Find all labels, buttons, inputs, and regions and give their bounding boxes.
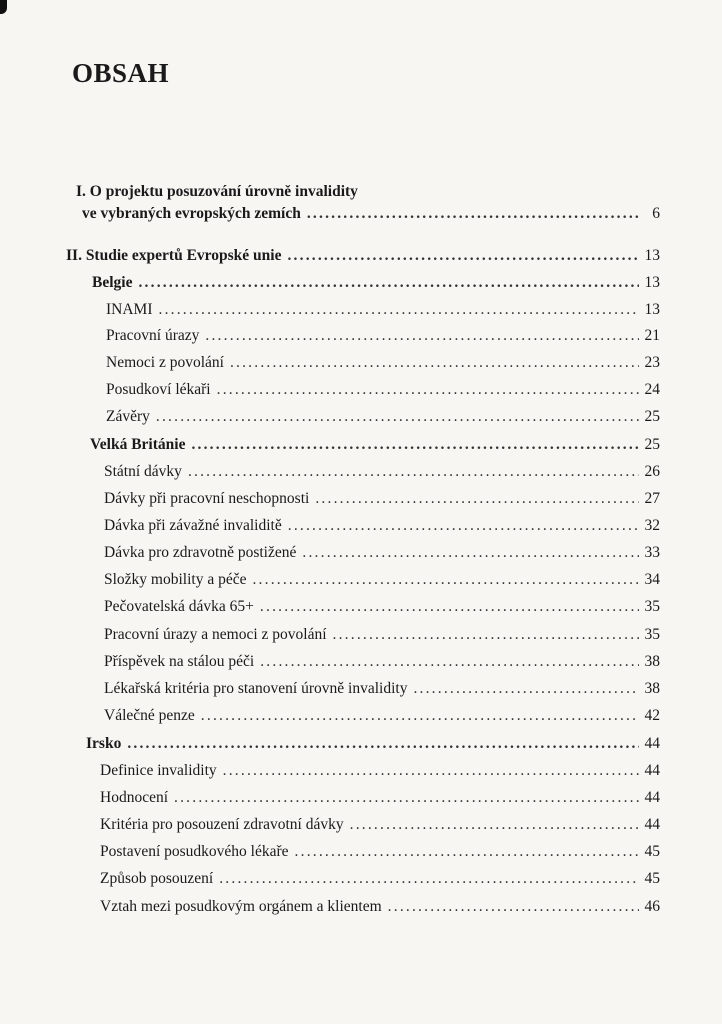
toc-entry-title: Nemoci z povolání [106,354,224,371]
toc-entry-title: ve vybraných evropských zemích [82,205,301,222]
toc-entry-page-number: 23 [644,354,660,371]
toc-entry-title: Vztah mezi posudkovým orgánem a klientem [100,898,382,915]
toc-entry-title-line1: I. O projektu posuzování úrovně invalidity [76,183,358,200]
dot-leader [201,707,639,725]
toc-entry [100,843,660,861]
toc-entry-page-number: 44 [644,789,660,806]
dot-leader [333,626,639,644]
toc-entry-page-number: 45 [644,843,660,860]
toc-entry [104,517,660,535]
toc-entry-title: Lékařská kritéria pro stanovení úrovně invalidity [104,680,408,697]
toc-entry-page-number: 34 [644,571,660,588]
toc-entry-page-number: 27 [644,490,660,507]
toc-entry [104,653,660,671]
toc-entry-page-number: 25 [644,408,660,425]
dot-leader [302,544,639,562]
toc-entry [104,490,660,508]
dot-leader [260,653,639,671]
dot-leader [295,843,639,861]
toc-entry-page-number: 13 [644,301,660,318]
toc-entry-page-number: 42 [644,707,660,724]
toc-entry [66,247,660,265]
toc-entry-page-number: 13 [644,247,660,264]
dot-leader [288,517,639,535]
toc-entry-title: Irsko [86,735,122,752]
toc-entry-page-number: 24 [644,381,660,398]
page-heading: OBSAH [72,58,170,88]
dot-leader [230,354,639,372]
toc-entry-title: Belgie [92,274,133,291]
toc-entry-page-number: 45 [644,870,660,887]
dot-leader [205,327,639,345]
dot-leader [388,898,639,916]
toc-entry [104,571,660,589]
toc-entry [104,626,660,644]
dot-leader [252,571,639,589]
toc-entry [76,183,660,223]
toc-entry-page-number: 44 [644,762,660,779]
toc-entry [100,898,660,916]
toc-entry [100,870,660,888]
dot-leader [350,816,639,834]
toc-entry [104,544,660,562]
dot-leader [217,381,639,399]
toc-entry-title: Dávka pro zdravotně postižené [104,544,297,561]
dot-leader [287,247,639,265]
toc-entry-page-number: 38 [644,653,660,670]
toc-entry [106,381,660,399]
toc-entry-page-number: 13 [644,274,660,291]
toc-entry [86,735,660,753]
toc-entry [100,789,660,807]
toc-entry-page-number: 25 [644,436,660,453]
toc-entry [106,301,660,319]
toc-entry-title: Závěry [106,408,150,425]
toc-entry [100,762,660,780]
dot-leader [413,680,639,698]
toc-entry-page-number: 35 [644,598,660,615]
toc-entry-title: Státní dávky [104,463,182,480]
dot-leader [159,301,640,319]
toc-entry-title: Válečné penze [104,707,195,724]
toc-entry-title: Postavení posudkového lékaře [100,843,289,860]
toc-entry-page-number: 38 [644,680,660,697]
dot-leader [223,762,639,780]
toc-entry [104,463,660,481]
toc-entry-page-number: 44 [644,735,660,752]
toc-entry-page-number: 33 [644,544,660,561]
toc-entry-page-number: 26 [644,463,660,480]
dot-leader [188,463,639,481]
toc-entry [106,327,660,345]
toc-entry-title: II. Studie expertů Evropské unie [66,247,282,264]
toc-entry [104,680,660,698]
toc-entry-title: INAMI [106,301,153,318]
toc-entry-title: Velká Británie [90,436,186,453]
dot-leader [156,408,639,426]
toc-entry-title: Složky mobility a péče [104,571,247,588]
dot-leader [127,735,639,753]
toc-entry-page-number: 6 [652,205,660,222]
dot-leader [219,870,639,888]
toc-entry-title: Posudkoví lékaři [106,381,211,398]
toc-entry [90,436,660,454]
toc-entry-page-number: 46 [644,898,660,915]
dot-leader [191,436,639,454]
dot-leader [315,490,639,508]
toc-entry-title: Způsob posouzení [100,870,214,887]
toc-entry [104,598,660,616]
toc-entry-title: Příspěvek na stálou péči [104,653,255,670]
toc-entry [100,816,660,834]
toc-entry-title: Hodnocení [100,789,169,806]
toc-entry-page-number: 35 [644,626,660,643]
toc-entry-title: Kritéria pro posouzení zdravotní dávky [100,816,344,833]
toc-entry-title: Pracovní úrazy a nemoci z povolání [104,626,327,643]
toc-entry-title: Pracovní úrazy [106,327,200,344]
toc-entry-page-number: 21 [644,327,660,344]
dot-leader [307,205,639,223]
toc-entry-title: Dávka při závažné invaliditě [104,517,282,534]
dot-leader [260,598,639,616]
toc-entry-title: Dávky při pracovní neschopnosti [104,490,310,507]
toc-entry [92,274,660,292]
dot-leader [138,274,639,292]
toc-entry-page-number: 32 [644,517,660,534]
toc-entry-page-number: 44 [644,816,660,833]
toc-entry [106,408,660,426]
toc-entry-title: Pečovatelská dávka 65+ [104,598,254,615]
dot-leader [174,789,639,807]
toc-entry-title: Definice invalidity [100,762,217,779]
toc-entry [104,707,660,725]
toc-entry [106,354,660,372]
